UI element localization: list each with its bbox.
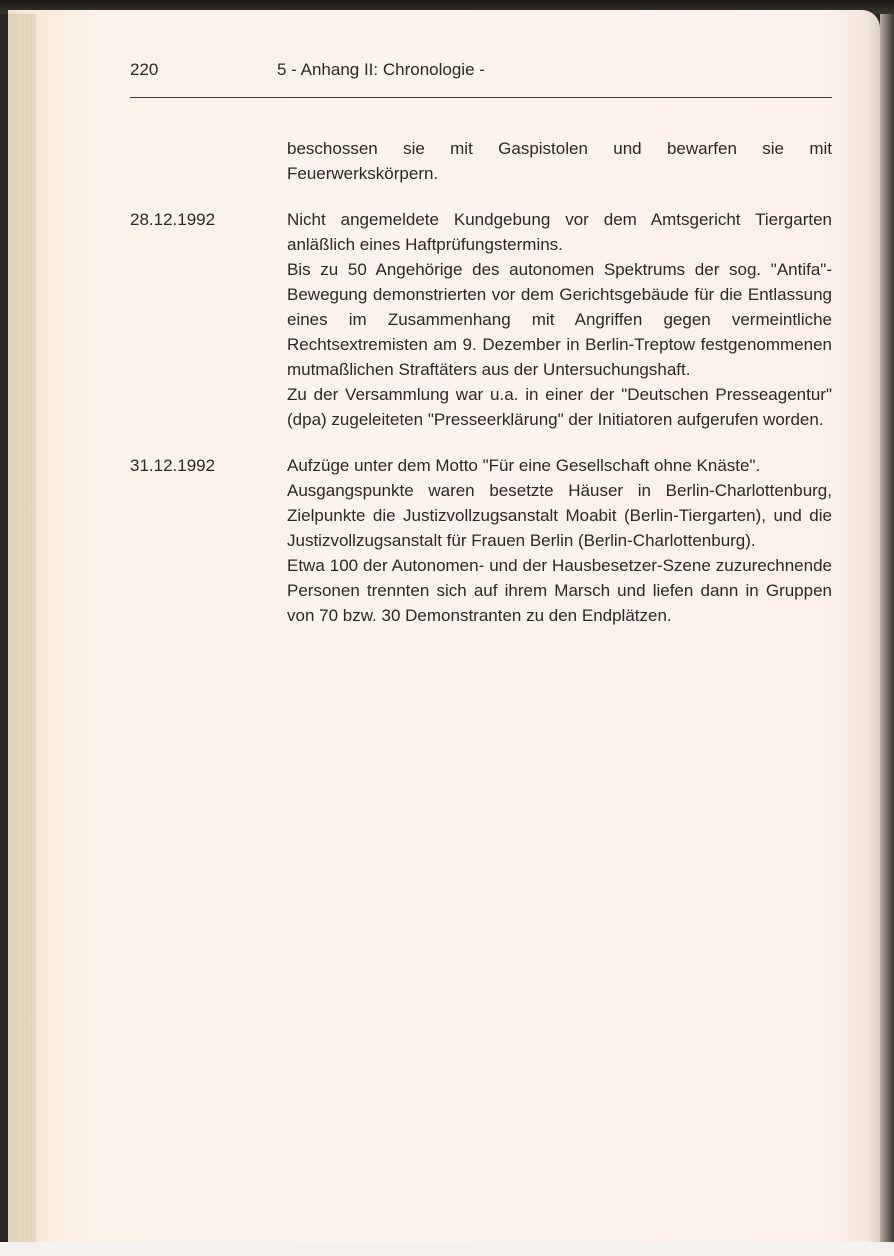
page-stack-edges — [8, 14, 36, 1242]
entry-paragraph: beschossen sie mit Gaspistolen und bewarfen sie mit Feuerwerkskörpern. — [287, 139, 832, 183]
entry-body — [287, 136, 832, 186]
entry-paragraph: Etwa 100 der Autonomen- und der Hausbesetzer-Szene zuzurechnende Personen trennten sich auf ihrem Marsch und liefen dann in Gruppen von 70 bzw. 30 Demonstranten zu den Endplätzen. — [287, 556, 832, 625]
entry-paragraph: Zu der Versammlung war u.a. in einer der "Deutschen Presseagentur" (dpa) zugeleiteten "Presseerklärung" der Initiatoren aufgerufen worden. — [287, 385, 832, 429]
entry-paragraph: Nicht angemeldete Kundgebung vor dem Amtsgericht Tiergarten anläßlich eines Haftprüfungstermins. — [287, 210, 832, 254]
entry-date: 31.12.1992 — [130, 456, 216, 475]
chronology-entry — [130, 136, 835, 186]
entry-paragraph: Aufzüge unter dem Motto "Für eine Gesellschaft ohne Knäste". — [287, 456, 761, 475]
entry-paragraph: Bis zu 50 Angehörige des autonomen Spektrums der sog. "Antifa"-Bewegung demonstrierten vor dem Gerichtsgebäude für die Entlassung eines im Zusammenhang mit Angriffen gegen vermeintliche Rechtsextremisten am 9. Dezember in Berlin-Treptow festgenommenen mutmaßlichen Straftäters aus der Untersuchungshaft. — [287, 260, 832, 379]
entry-paragraph: Ausgangspunkte waren besetzte Häuser in Berlin-Charlottenburg, Zielpunkte die Justizvollzugsanstalt Moabit (Berlin-Tiergarten), und die Justizvollzugsanstalt für Frauen Berlin (Berlin-Charlottenburg). — [287, 481, 832, 550]
running-title: 5 - Anhang II: Chronologie - — [277, 60, 485, 79]
chronology-entry — [130, 207, 835, 432]
chronology-entry — [130, 453, 835, 628]
page-number: 220 — [130, 60, 159, 79]
header-divider — [130, 97, 832, 98]
chronology-entries — [130, 136, 835, 649]
entry-date: 28.12.1992 — [130, 210, 216, 229]
entry-body — [287, 207, 832, 432]
book-bottom-edge — [0, 1242, 894, 1256]
page-right-shadow — [880, 14, 894, 1256]
entry-body — [287, 453, 832, 628]
